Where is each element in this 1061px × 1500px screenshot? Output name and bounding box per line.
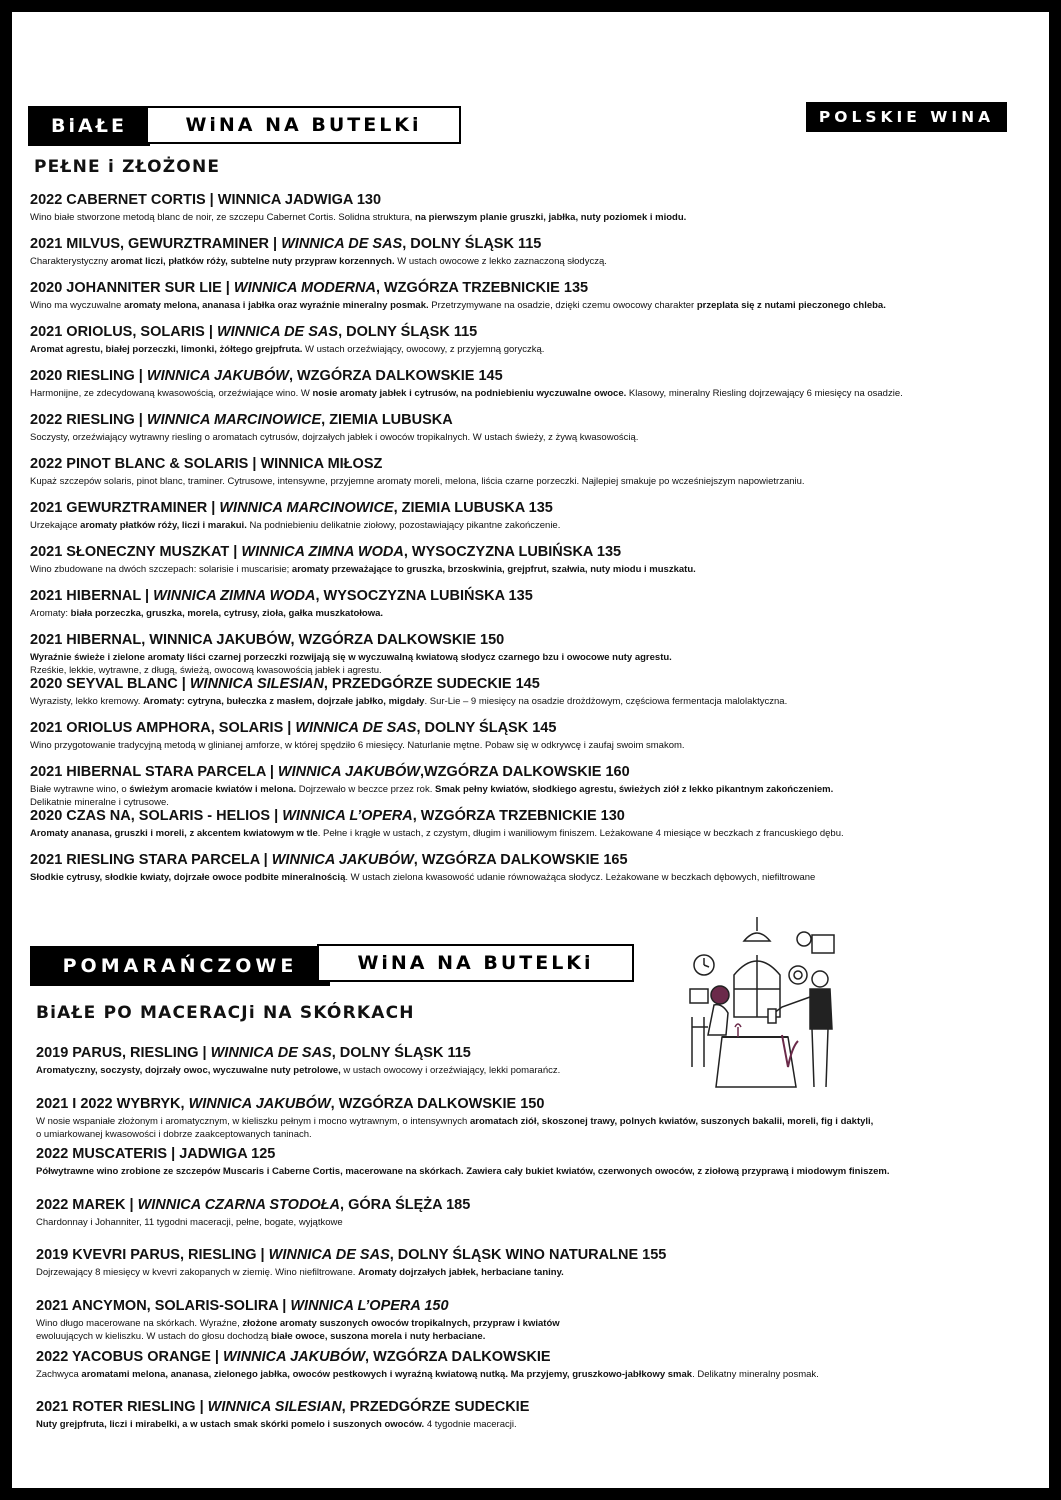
text-segment: . Pełne i krągłe w ustach, z czystym, długim i waniliowym finiszem. Leżakowane 4 miesiące w beczkach z francuskiego dębu.	[317, 828, 844, 839]
text-segment: 2021 ORIOLUS AMPHORA, SOLARIS |	[30, 720, 296, 736]
wine-description	[30, 255, 1030, 268]
text-segment: Aromat agrestu, białej porzeczki, limonki, żółtego grejpfruta.	[30, 344, 303, 355]
text-segment: WINNICA DE SAS	[216, 324, 339, 340]
text-segment: Nuty grejpfruta, liczi i mirabelki, a w ustach smak skórki pomelo i suszonych owoców.	[36, 1419, 425, 1431]
wine-description	[36, 1115, 1036, 1141]
text-segment: WINNICA DE SAS	[281, 236, 403, 252]
wine-entry	[36, 1297, 1036, 1348]
text-segment: 2021 I 2022 WYBRYK,	[36, 1095, 189, 1112]
text-segment: przeplata się z nutami pieczonego chleba.	[696, 300, 886, 311]
text-segment: 2021 RIESLING STARA PARCELA |	[30, 852, 272, 868]
wine-title	[30, 279, 1030, 297]
arched-window	[734, 955, 780, 1017]
wall-clock-icon	[694, 955, 714, 975]
text-segment: , WZGÓRZA DALKOWSKIE 150	[330, 1095, 545, 1112]
wine-title	[36, 1398, 1036, 1416]
wine-entry	[30, 807, 1030, 851]
text-segment: Klasowy, mineralny Riesling dojrzewający 6 miesięcy na osadzie.	[626, 388, 903, 399]
text-segment: WINNICA DE SAS	[268, 1247, 390, 1264]
wine-entry	[30, 763, 1030, 807]
text-segment: Wyraźnie świeże i zielone aromaty liści czarnej porzeczki rozwijają się w wyczuwalną kwiatową słodycz czarnego bzu i owocowe nuty agrestu.	[30, 652, 672, 663]
text-segment: 2019 PARUS, RIESLING |	[36, 1045, 211, 1061]
menu-page	[12, 12, 1049, 1488]
wine-title	[36, 1246, 1036, 1264]
text-segment: W ustach orzeźwiający, owocowy, z przyjemną goryczką.	[302, 344, 545, 355]
text-segment: Aromaty ananasa, gruszki i moreli, z akcentem kwiatowym w tle	[30, 828, 318, 839]
text-segment: , WZGÓRZA DALKOWSKIE 145	[288, 368, 503, 384]
wine-title	[30, 763, 1030, 781]
wine-description	[30, 343, 1030, 356]
wine-title	[30, 455, 1030, 473]
text-segment: 2021 GEWURZTRAMINER |	[30, 500, 220, 516]
text-segment: , PRZEDGÓRZE SUDECKIE 145	[323, 676, 540, 692]
wine-description	[30, 563, 1030, 576]
text-segment: aromaty melona, ananasa i jabłka oraz wyraźnie mineralny posmak.	[123, 300, 429, 311]
text-segment: Słodkie cytrusy, słodkie kwiaty, dojrzałe owoce podbite mineralnością	[30, 872, 346, 883]
wine-title	[30, 411, 1030, 429]
text-segment: 2022 RIESLING |	[30, 412, 147, 428]
wine-description	[36, 1418, 1036, 1431]
wine-title	[30, 719, 1030, 737]
text-segment: Kupaż szczepów solaris, pinot blanc, traminer. Cytrusowe, intensywne, przyjemne aromaty moreli, melona, liścia czarne porzeczki. Najlepiej smakuje po wcześniejszym napowietrzaniu.	[30, 476, 805, 487]
text-segment: 2022 MUSCATERIS | JADWIGA 125	[36, 1146, 276, 1163]
text-segment: aromat liczi, płatków róży, subtelne nuty przypraw korzennych.	[110, 256, 395, 267]
text-segment: WINNICA ZIMNA WODA	[241, 544, 404, 560]
text-segment: WINNICA MARCINOWICE	[219, 500, 394, 516]
text-segment: Aromaty: cytryna, bułeczka z masłem, dojrzałe jabłko, migdały	[143, 696, 425, 707]
wine-description	[36, 1368, 1036, 1381]
text-segment: Wino ma wyczuwalne	[30, 300, 124, 311]
text-segment: 2021 HIBERNAL, WINNICA JAKUBÓW, WZGÓRZA DALKOWSKIE 150	[30, 632, 505, 648]
text-segment: WINNICA SILESIAN	[189, 676, 324, 692]
text-segment: 2022 PINOT BLANC & SOLARIS | WINNICA MIŁOSZ	[30, 456, 383, 472]
wall-picture	[690, 989, 708, 1003]
wine-entry	[30, 851, 1030, 895]
text-segment: 2021 ANCYMON, SOLARIS-SOLIRA |	[36, 1297, 291, 1314]
text-segment: 2021 HIBERNAL |	[30, 588, 154, 604]
wine-description	[36, 1064, 1036, 1077]
text-segment: , WZGÓRZA TRZEBNICKIE 130	[412, 808, 625, 824]
wine-description	[30, 871, 1030, 884]
orange-wine-list	[36, 1044, 1036, 1449]
section-label-white: WiNA NA BUTELKi	[146, 106, 461, 144]
wine-title	[30, 631, 1030, 649]
wine-description	[30, 475, 1030, 488]
wine-entry	[30, 587, 1030, 631]
wine-title	[30, 543, 1030, 561]
wine-entry	[36, 1044, 1036, 1095]
wine-title	[30, 191, 1030, 209]
section-label-orange: WiNA NA BUTELKi	[317, 944, 634, 982]
text-segment: , DOLNY ŚLĄSK 115	[331, 1045, 471, 1061]
wine-title	[36, 1095, 1036, 1113]
text-segment: W ustach owocowe z lekko zaznaczoną słodyczą.	[394, 256, 607, 267]
text-segment: Aromaty:	[30, 608, 71, 619]
text-segment: aromaty płatków róży, liczi i marakui.	[80, 520, 247, 531]
wine-title	[36, 1145, 1036, 1163]
wine-entry	[30, 631, 1030, 675]
text-segment: , ZIEMIA LUBUSKA	[321, 412, 453, 428]
wine-entry	[30, 499, 1030, 543]
text-segment: Półwytrawne wino zrobione ze szczepów Muscaris i Caberne Cortis, macerowane na skórkach. Zawiera cały bukiet kwiatów, czerwonych owoców, z ziołową przyprawą i miodowym finiszem.	[36, 1166, 890, 1178]
text-segment: , WZGÓRZA DALKOWSKIE 165	[413, 852, 628, 868]
wine-description	[30, 519, 1030, 532]
wine-description	[30, 211, 1030, 224]
text-segment: Aromaty dojrzałych jabłek, herbaciane taniny.	[358, 1267, 564, 1279]
text-segment: ewoluujących w kieliszku. W ustach do głosu dochodzą	[36, 1330, 271, 1342]
text-segment: WINNICA L’OPERA	[282, 808, 413, 824]
text-segment: Wino długo macerowane na skórkach. Wyraźne,	[36, 1317, 243, 1329]
text-segment: 2022 CABERNET CORTIS | WINNICA JADWIGA 130	[30, 192, 382, 208]
text-segment: . W ustach zielona kwasowość udanie równoważąca słodycz. Leżakowane w beczkach dębowych, niefiltrowane	[345, 872, 816, 883]
text-segment: w ustach owocowy i orzeźwiający, lekki pomarańcz.	[340, 1065, 561, 1076]
wine-entry	[30, 719, 1030, 763]
wine-title	[36, 1297, 1036, 1315]
text-segment: 2021 MILVUS, GEWURZTRAMINER |	[30, 236, 282, 252]
text-segment: , WZGÓRZA DALKOWSKIE	[365, 1348, 551, 1365]
text-segment: Urzekające	[30, 520, 81, 531]
text-segment: , DOLNY ŚLĄSK 115	[402, 236, 542, 252]
polish-wines-badge: POLSKIE WINA	[806, 102, 1007, 132]
text-segment: WINNICA JAKUBÓW	[271, 852, 414, 868]
wine-description	[30, 431, 1030, 444]
text-segment: Zachwyca	[36, 1368, 82, 1380]
text-segment: 2021 ROTER RIESLING |	[36, 1399, 208, 1416]
text-segment: WINNICA JAKUBÓW	[146, 368, 289, 384]
text-segment: WINNICA ZIMNA WODA	[153, 588, 316, 604]
text-segment: 2019 KVEVRI PARUS, RIESLING |	[36, 1247, 269, 1264]
wine-description	[36, 1216, 1036, 1229]
wine-entry	[30, 323, 1030, 367]
text-segment: 4 tygodnie maceracji.	[424, 1419, 517, 1431]
text-segment: 2022 YACOBUS ORANGE |	[36, 1348, 223, 1365]
text-segment: WINNICA SILESIAN	[207, 1399, 342, 1416]
wine-description	[30, 299, 1030, 312]
wine-entry	[30, 675, 1030, 719]
text-segment: 2020 SEYVAL BLANC |	[30, 676, 190, 692]
wine-entry	[36, 1196, 1036, 1247]
wine-title	[30, 499, 1030, 517]
text-segment: , PRZEDGÓRZE SUDECKIE	[341, 1399, 530, 1416]
text-segment: WINNICA JAKUBÓW	[277, 764, 420, 780]
text-segment: Smak pełny kwiatów, słodkiego agrestu, świeżych ziół z lekko pikantnym zakończeniem.	[434, 784, 834, 795]
wine-description	[30, 783, 1030, 809]
text-segment: , DOLNY ŚLĄSK WINO NATURALNE 155	[389, 1247, 667, 1264]
wine-entry	[30, 235, 1030, 279]
text-segment: Chardonnay i Johanniter, 11 tygodni maceracji, pełne, bogate, wyjątkowe	[36, 1216, 343, 1228]
wine-description	[30, 607, 1030, 620]
text-segment: 2021 ORIOLUS, SOLARIS |	[30, 324, 217, 340]
text-segment: . Sur-Lie – 9 miesięcy na osadzie drożdżowym, częściowa fermentacja malolaktyczna.	[424, 696, 788, 707]
text-segment: , WYSOCZYZNA LUBIŃSKA 135	[315, 588, 533, 604]
text-segment: 2021 HIBERNAL STARA PARCELA |	[30, 764, 278, 780]
text-segment: 2022 MAREK |	[36, 1196, 138, 1213]
wine-title	[36, 1196, 1036, 1214]
wine-title	[30, 675, 1030, 693]
text-segment: , GÓRA ŚLĘŻA 185	[340, 1196, 471, 1213]
text-segment: złożone aromaty suszonych owoców tropikalnych, przypraw i kwiatów	[242, 1317, 560, 1329]
wine-description	[36, 1266, 1036, 1279]
text-segment: aromaty przeważające to gruszka, brzoskwinia, grejpfrut, szałwia, nuty miodu i muszkatu.	[291, 564, 696, 575]
text-segment: ,WZGÓRZA DALKOWSKIE 160	[419, 764, 630, 780]
text-segment: , WZGÓRZA TRZEBNICKIE 135	[375, 280, 589, 296]
wine-entry	[36, 1246, 1036, 1297]
subheading-orange: BiAŁE PO MACERACJi NA SKÓRKACH	[36, 1003, 415, 1023]
section-tag-orange: POMARAŃCZOWE	[30, 946, 330, 986]
wine-entry	[30, 191, 1030, 235]
text-segment: Wino zbudowane na dwóch szczepach: solarisie i muscarisie;	[30, 564, 292, 575]
text-segment: aromatami melona, ananasa, zielonego jabłka, owoców pestkowych i wyraźną kwiatową nutką. Ma przyjemy, gruszkowo-jabłkowy smak	[81, 1368, 693, 1380]
wine-title	[30, 367, 1030, 385]
text-segment: Aromatyczny, soczysty, dojrzały owoc, wyczuwalne nuty petrolowe,	[36, 1065, 341, 1076]
text-segment: WINNICA JAKUBÓW	[223, 1348, 366, 1365]
wall-clock-2	[797, 932, 811, 946]
text-segment: Soczysty, orzeźwiający wytrawny riesling o aromatach cytrusów, dojrzałych jabłek i owoców tropikalnych. W ustach świeży, z żywą kwasowością.	[30, 432, 639, 443]
plate-icon	[789, 966, 807, 984]
wine-entry	[30, 411, 1030, 455]
text-segment: Wyrazisty, lekko kremowy.	[30, 696, 144, 707]
wine-entry	[30, 455, 1030, 499]
section-tag-white: BiAŁE	[28, 106, 150, 146]
text-segment: WINNICA DE SAS	[210, 1045, 332, 1061]
wine-entry	[30, 543, 1030, 587]
text-segment: Rześkie, lekkie, wytrawne, z długą, świeżą, owocową kwasowością jabłek i agrestu.	[30, 665, 382, 676]
wine-title	[30, 587, 1030, 605]
text-segment: . Delikatny mineralny posmak.	[692, 1368, 819, 1380]
pendant-lamp-icon	[744, 917, 770, 941]
text-segment: WINNICA MARCINOWICE	[146, 412, 322, 428]
text-segment: 2021 SŁONECZNY MUSZKAT |	[30, 544, 242, 560]
text-segment: białe owoce, suszona morela i nuty herbaciane.	[270, 1330, 486, 1342]
text-segment: Wino białe stworzone metodą blanc de noir, ze szczepu Cabernet Cortis. Solidna struktura,	[30, 212, 415, 223]
wine-description	[30, 651, 1030, 677]
text-segment: Harmonijne, ze zdecydowaną kwasowością, orzeźwiające wino. W	[30, 388, 313, 399]
wine-title	[36, 1348, 1036, 1366]
wine-entry	[36, 1095, 1036, 1146]
wine-title	[30, 851, 1030, 869]
text-segment: o umiarkowanej kwasowości i dobrze zaakceptowanych taninach.	[36, 1128, 312, 1140]
wine-entry	[36, 1398, 1036, 1449]
wine-entry	[30, 279, 1030, 323]
text-segment: WINNICA DE SAS	[295, 720, 417, 736]
wine-description	[30, 739, 1030, 752]
wine-title	[30, 323, 1030, 341]
wine-title	[36, 1044, 1036, 1062]
wine-description	[30, 827, 1030, 840]
text-segment: Na podniebieniu delikatnie ziołowy, pozostawiający pikantne zakończenie.	[246, 520, 561, 531]
text-segment: WINNICA L’OPERA 150	[290, 1297, 449, 1314]
wine-entry	[36, 1348, 1036, 1399]
text-segment: Białe wytrawne wino, o	[30, 784, 130, 795]
text-segment: biała porzeczka, gruszka, morela, cytrusy, zioła, gałka muszkatołowa.	[70, 608, 384, 619]
wine-title	[30, 807, 1030, 825]
wine-entry	[30, 367, 1030, 411]
text-segment: , DOLNY ŚLĄSK 115	[338, 324, 478, 340]
wine-entry	[36, 1145, 1036, 1196]
text-segment: Dojrzewało w beczce przez rok.	[296, 784, 435, 795]
wine-description	[30, 387, 1030, 400]
text-segment: , DOLNY ŚLĄSK 145	[416, 720, 557, 736]
text-segment: Dojrzewający 8 miesięcy w kvevri zakopanych w ziemię. Wino niefiltrowane.	[36, 1267, 359, 1279]
wine-title	[30, 235, 1030, 253]
wine-description	[36, 1165, 1036, 1178]
wine-description	[36, 1317, 1036, 1343]
text-segment: 2020 RIESLING |	[30, 368, 147, 384]
text-segment: na pierwszym planie gruszki, jabłka, nuty poziomek i miodu.	[414, 212, 687, 223]
text-segment: aromatach ziół, skoszonej trawy, polnych kwiatów, suszonych bakalii, moreli, fig i daktyli,	[469, 1115, 874, 1127]
text-segment: , ZIEMIA LUBUSKA 135	[393, 500, 553, 516]
text-segment: Charakterystyczny	[30, 256, 111, 267]
text-segment: nosie aromaty jabłek i cytrusów, na podniebieniu wyczuwalne owoce.	[312, 388, 627, 399]
white-wine-list	[30, 191, 1030, 895]
text-segment: Przetrzymywane na osadzie, dzięki czemu owocowy charakter	[428, 300, 697, 311]
text-segment: WINNICA JAKUBÓW	[188, 1095, 331, 1112]
subheading-white: PEŁNE i ZŁOŻONE	[34, 157, 221, 177]
text-segment: WINNICA CZARNA STODOŁA	[137, 1196, 341, 1213]
text-segment: 2020 JOHANNITER SUR LIE |	[30, 280, 234, 296]
text-segment: świeżym aromacie kwiatów i melona.	[129, 784, 297, 795]
text-segment: W nosie wspaniałe złożonym i aromatycznym, w kieliszku pełnym i mocno wytrawnym, o intensywnych	[36, 1115, 470, 1127]
text-segment: Wino przygotowanie tradycyjną metodą w glinianej amforze, w której spędziło 6 miesięcy. Naturlanie mętne. Pobaw się w odkrywcę i zaufaj swoim smakom.	[30, 740, 685, 751]
wine-description	[30, 695, 1030, 708]
text-segment: WINNICA MODERNA	[233, 280, 376, 296]
wall-frame	[812, 935, 834, 953]
text-segment: 2020 CZAS NA, SOLARIS - HELIOS |	[30, 808, 283, 824]
text-segment: , WYSOCZYZNA LUBIŃSKA 135	[403, 544, 622, 560]
text-segment: Delikatnie mineralne i cytrusowe.	[30, 797, 169, 808]
